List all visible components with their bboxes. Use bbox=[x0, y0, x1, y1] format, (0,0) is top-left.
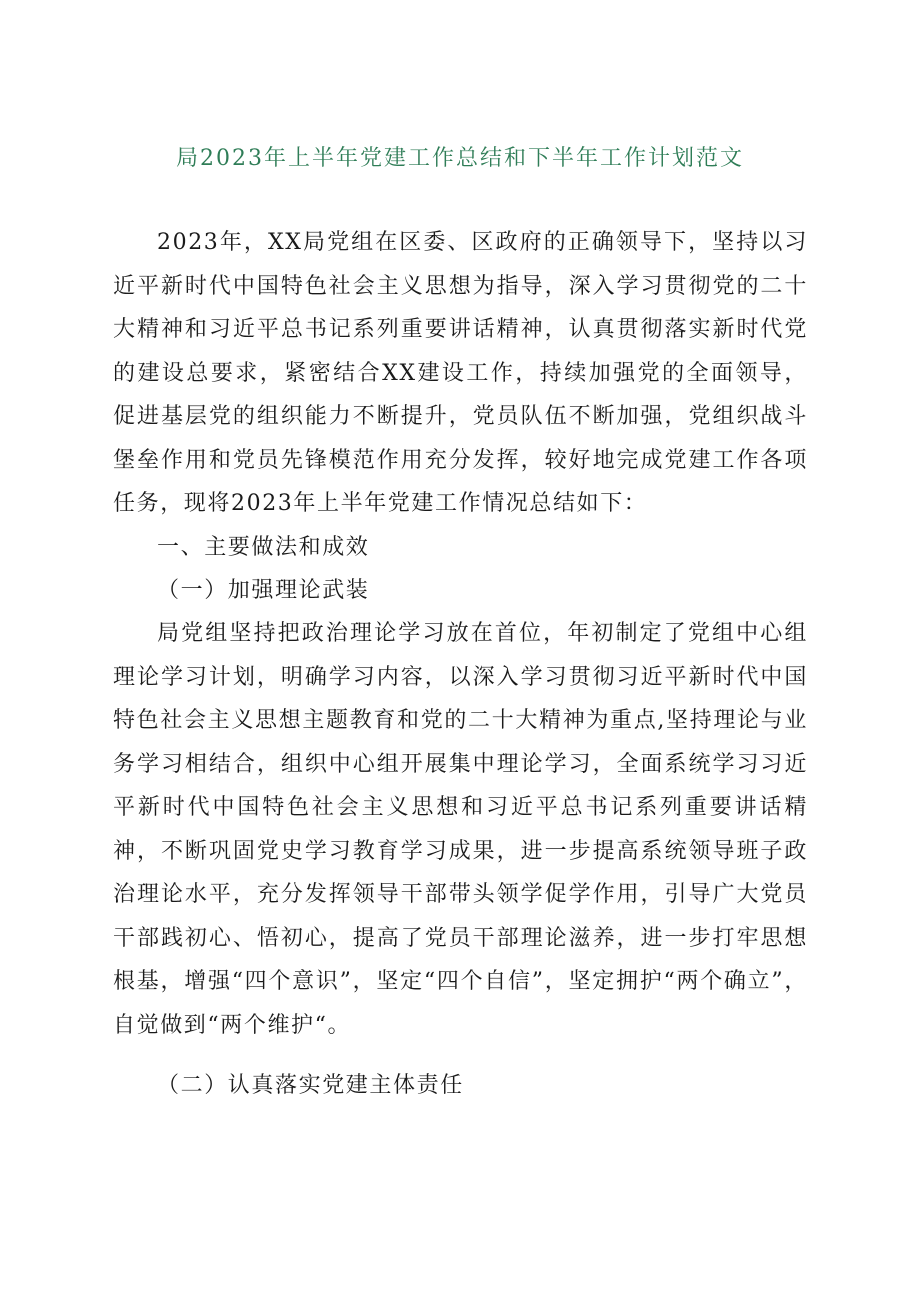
intro-paragraph: 2023年，XX局党组在区委、区政府的正确领导下，坚持以习近平新时代中国特色社会主义思想为指导，深入学习贯彻党的二十大精神和习近平总书记系列重要讲话精神，认真贯彻落实新时代党的建设总要求，紧密结合XX建设工作，持续加强党的全面领导，促进基层党的组织能力不断提升，党员队伍不断加强，党组织战斗堡垒作用和党员先锋模范作用充分发挥，较好地完成党建工作各项任务，现将2023年上半年党建工作情况总结如下： bbox=[113, 230, 808, 516]
section-heading-1: 一、主要做法和成效 bbox=[157, 535, 370, 560]
subsection-heading-1: （一）加强理论武装 bbox=[157, 578, 370, 603]
theory-study-paragraph: 局党组坚持把政治理论学习放在首位，年初制定了党组中心组理论学习计划，明确学习内容，以深入学习贯彻习近平新时代中国特色社会主义思想主题教育和党的二十大精神为重点,坚持理论与业务学习相结合，组织中心组开展集中理论学习，全面系统学习习近平新时代中国特色社会主义思想和习近平总书记系列重要讲话精神，不断巩固党史学习教育学习成果，进一步提高系统领导班子政治理论水平，充分发挥领导干部带头领学促学作用，引导广大党员干部践初心、悟初心，提高了党员干部理论滋养，进一步打牢思想根基，增强“四个意识”，坚定“四个自信”，坚定拥护“两个确立”，自觉做到“两个维护“。 bbox=[113, 621, 808, 1038]
subsection-heading-2: （二）认真落实党建主体责任 bbox=[157, 1073, 464, 1098]
document-title: 局2023年上半年党建工作总结和下半年工作计划范文 bbox=[176, 146, 744, 171]
